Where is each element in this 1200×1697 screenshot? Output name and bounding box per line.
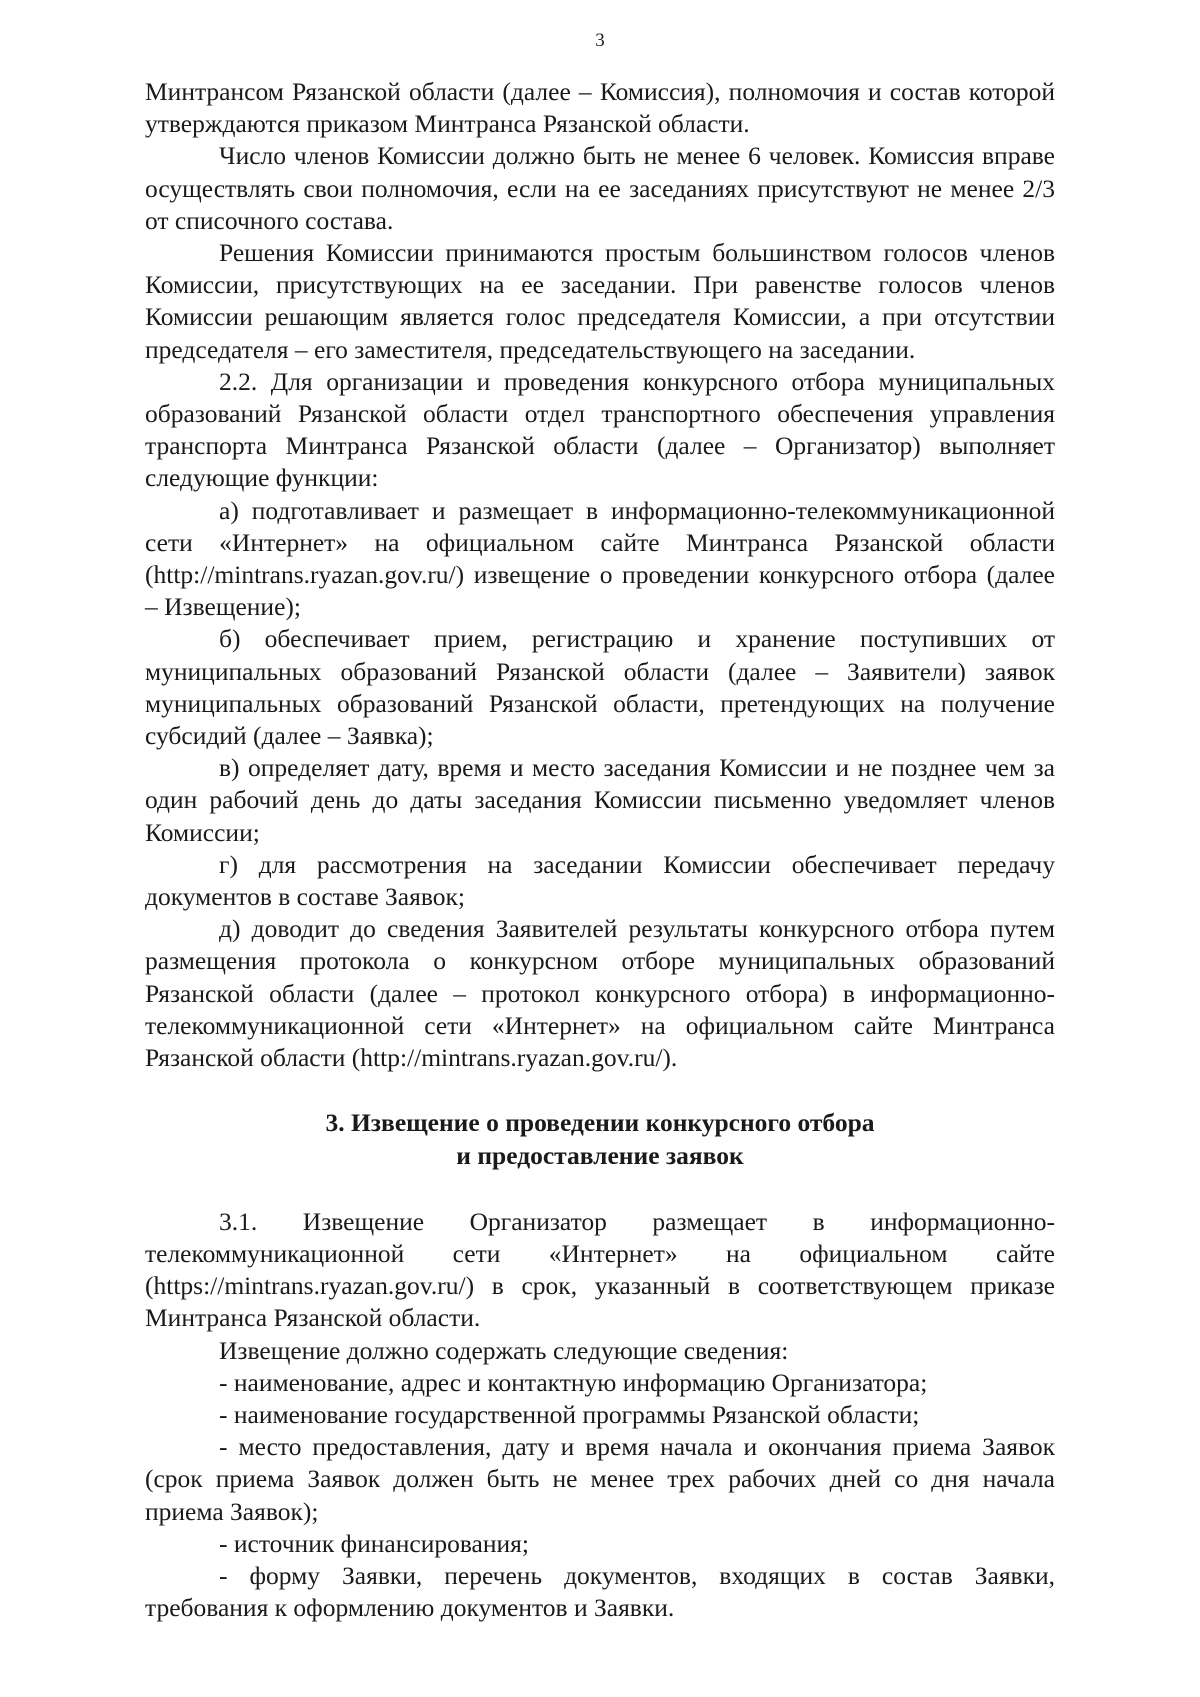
section-3-heading-line2: и предоставление заявок — [456, 1140, 744, 1170]
list-item-program-name: - наименование государственной программы Рязанской области; — [219, 1399, 920, 1429]
list-item-v: в) определяет дату, время и место заседания Комиссии и не позднее чем за один рабочий день до даты заседания Комиссии письменно уведомляет членов Комиссии; — [145, 753, 1055, 847]
section-3-heading-line1: 3. Извещение о проведении конкурсного отбора — [325, 1108, 875, 1138]
paragraph-commission-decisions: Решения Комиссии принимаются простым большинством голосов членов Комиссии, присутствующих на ее заседании. При равенстве голосов членов Комиссии решающим является голос председателя Комиссии, а при отсутствии председателя – его заместителя, председательствующего на заседании. — [145, 238, 1055, 364]
list-item-organizer-info: - наименование, адрес и контактную информацию Организатора; — [219, 1367, 928, 1397]
paragraph-commission-composition: Минтрансом Рязанской области (далее – Комиссия), полномочия и состав которой утверждаются приказом Минтранса Рязанской области. — [145, 77, 1055, 139]
page-number: 3 — [595, 30, 605, 51]
list-item-a: а) подготавливает и размещает в информационно-телекоммуникационной сети «Интернет» на официальном сайте Минтранса Рязанской области (http://mintrans.ryazan.gov.ru/) извещение о проведении конкурсного отбора (далее – Извещение); — [145, 495, 1055, 622]
section-3-heading — [145, 1107, 1055, 1171]
paragraph-3-1: 3.1. Извещение Организатор размещает в информационно-телекоммуникационной сети «Интернет» на официальном сайте (https://mintrans.ryazan.gov.ru/) в срок, указанный в соответствующем приказе Минтранса Рязанской области. — [145, 1206, 1055, 1333]
paragraph-commission-quorum: Число членов Комиссии должно быть не менее 6 человек. Комиссия вправе осуществлять свои полномочия, если на ее заседаниях присутствуют не менее 2/3 от списочного состава. — [145, 141, 1055, 235]
list-item-g: г) для рассмотрения на заседании Комиссии обеспечивает передачу документов в составе Заявок; — [145, 849, 1055, 912]
list-item-funding-source: - источник финансирования; — [219, 1528, 529, 1558]
paragraph-2-2-organizer: 2.2. Для организации и проведения конкурсного отбора муниципальных образований Рязанской области отдел транспортного обеспечения управления транспорта Минтранса Рязанской области (далее – Организатор) выполняет следующие функции: — [145, 366, 1055, 493]
list-item-d: д) доводит до сведения Заявителей результаты конкурсного отбора путем размещения протокола о конкурсном отборе муниципальных образований Рязанской области (далее – протокол конкурсного отбора) в информационно-телекоммуникационной сети «Интернет» на официальном сайте Минтранса Рязанской области (http://mintrans.ryazan.gov.ru/). — [145, 914, 1055, 1073]
list-item-b: б) обеспечивает прием, регистрацию и хранение поступивших от муниципальных образований Рязанской области (далее – Заявители) заявок муниципальных образований Рязанской области, претендующих на получение субсидий (далее – Заявка); — [145, 624, 1055, 751]
list-item-submission-terms: - место предоставления, дату и время начала и окончания приема Заявок (срок приема Заявок должен быть не менее трех рабочих дней со дня начала приема Заявок); — [145, 1432, 1055, 1526]
paragraph-notice-contents: Извещение должно содержать следующие сведения: — [219, 1335, 789, 1365]
list-item-application-form: - форму Заявки, перечень документов, входящих в состав Заявки, требования к оформлению документов и Заявки. — [145, 1560, 1055, 1623]
document-body — [145, 76, 1055, 1624]
